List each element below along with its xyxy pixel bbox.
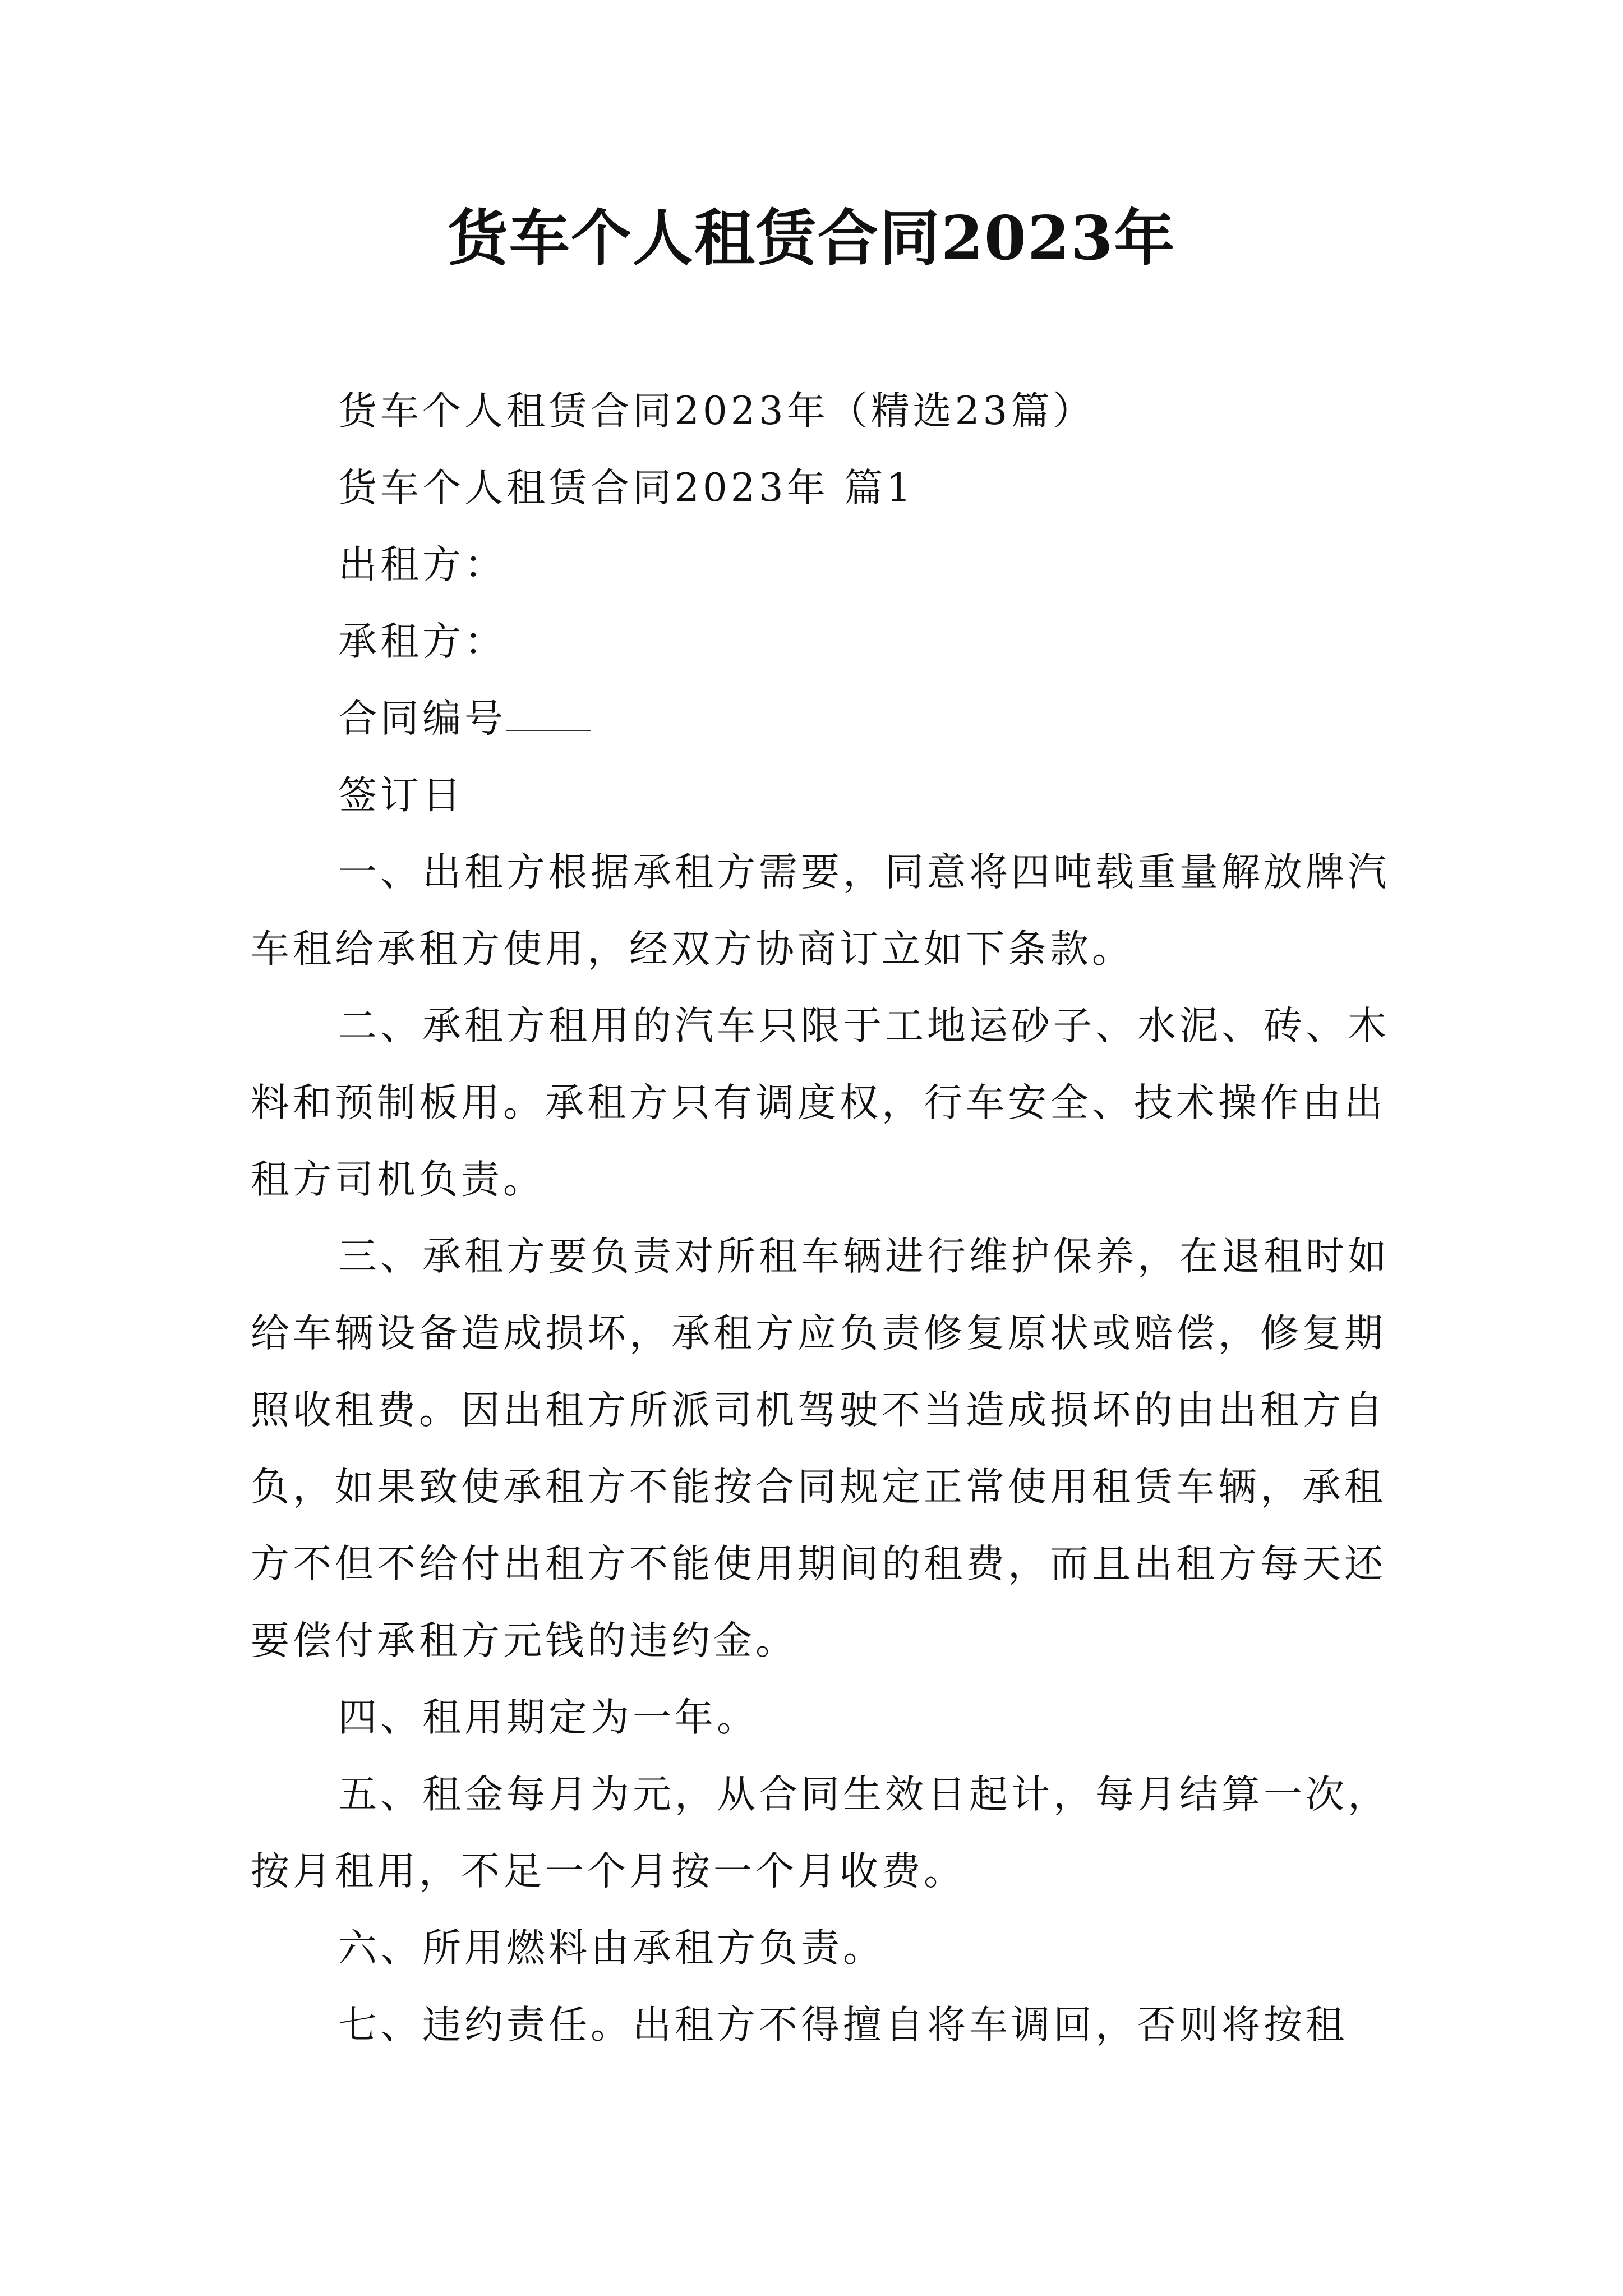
paragraph-lessor: 出租方： — [338, 542, 506, 587]
paragraph-signing-date: 签订日 — [338, 773, 464, 818]
paragraph-lessee: 承租方： — [338, 619, 506, 664]
paragraph-contract-number — [251, 680, 1395, 757]
document-title: 货车个人租赁合同2023年 — [447, 203, 1176, 274]
paragraph-clause-5: 五、租金每月为元，从合同生效日起计，每月结算一次，按月租用，不足一个月按一个月收费。 — [251, 1772, 1390, 1894]
paragraph-clause-4: 四、租用期定为一年。 — [338, 1695, 759, 1740]
paragraph-section-heading: 货车个人租赁合同2023年 篇1 — [338, 466, 915, 510]
contract-number-label: 合同编号 — [338, 696, 506, 741]
paragraph-clause-2: 二、承租方租用的汽车只限于工地运砂子、水泥、砖、木料和预制板用。承租方只有调度权，行车安全、技术操作由出租方司机负责。 — [251, 1004, 1390, 1202]
paragraph-clause-7: 七、违约责任。出租方不得擅自将车调回，否则将按租 — [338, 2003, 1348, 2047]
contract-number-blank-line — [506, 696, 591, 731]
paragraph-subtitle: 货车个人租赁合同2023年（精选23篇） — [338, 389, 1095, 434]
paragraph-clause-6: 六、所用燃料由承租方负责。 — [338, 1926, 885, 1971]
paragraph-clause-3: 三、承租方要负责对所租车辆进行维护保养，在退租时如给车辆设备造成损坏，承租方应负责修复原状或赔偿，修复期照收租费。因出租方所派司机驾驶不当造成损坏的由出租方自负，如果致使承租方不能按合同规定正常使用租赁车辆，承租方不但不给付出租方不能使用期间的租费，而且出租方每天还要偿付承租方元钱的违约金。 — [251, 1234, 1390, 1663]
paragraph-clause-1: 一、出租方根据承租方需要，同意将四吨载重量解放牌汽车租给承租方使用，经双方协商订立如下条款。 — [251, 850, 1390, 972]
document-body — [251, 373, 1395, 2064]
